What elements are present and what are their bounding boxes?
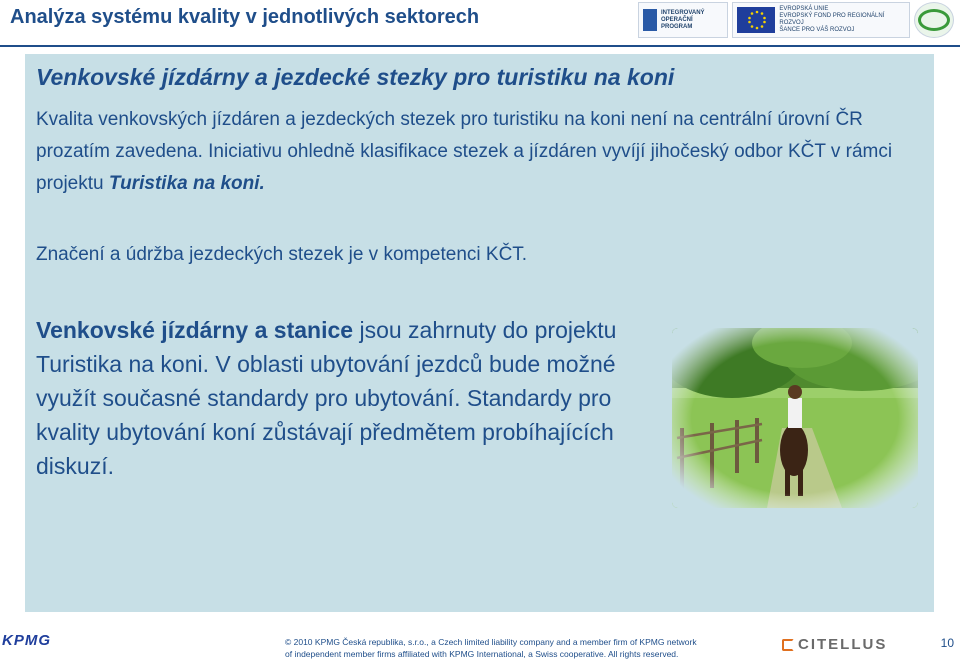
footer-copyright-line-1: © 2010 KPMG Česká republika, s.r.o., a Czech limited liability company and a member firm of KPMG network bbox=[285, 637, 697, 647]
section-heading: Venkovské jízdárny a jezdecké stezky pro turistiku na koni bbox=[36, 64, 675, 90]
header-divider bbox=[0, 45, 960, 47]
page-number: 10 bbox=[940, 636, 954, 650]
paragraph-quality bbox=[36, 104, 906, 200]
eu-logo-line-2: EVROPSKÝ FOND PRO REGIONÁLNÍ ROZVOJ bbox=[779, 13, 885, 26]
footer-copyright bbox=[285, 636, 697, 660]
op-logo-mark-icon bbox=[643, 9, 657, 31]
citellus-mark-icon bbox=[782, 639, 794, 651]
eu-logo-line-3: ŠANCE PRO VÁŠ ROZVOJ bbox=[779, 27, 855, 33]
citellus-logo bbox=[782, 636, 887, 653]
paragraph-marking: Značení a údržba jezdeckých stezek je v kompetenci KČT. bbox=[36, 244, 528, 265]
citellus-wordmark: CITELLUS bbox=[798, 636, 888, 653]
eu-logo bbox=[732, 2, 910, 38]
stations-emphasis: Venkovské jízdárny a stanice bbox=[36, 317, 354, 343]
regional-development-logo bbox=[914, 2, 954, 38]
header-logos bbox=[638, 2, 954, 38]
footer-copyright-line-2: of independent member firms affiliated with KPMG International, a Swiss cooperative. All rights reserved. bbox=[285, 649, 679, 659]
paragraph-stations-text: jsou zahrnuty do projektu Turistika na koni. V oblasti ubytování jezdců bude možné využít současné standardy pro ubytování. Standardy pro kvality ubytování koní zůstávají předmětem probíhajících diskuzí. bbox=[36, 317, 617, 479]
project-name-emphasis: Turistika na koni. bbox=[108, 173, 265, 194]
op-logo-line-3: PROGRAM bbox=[661, 23, 693, 30]
paragraph-quality-text: Kvalita venkovských jízdáren a jezdeckých stezek pro turistiku na koni není na centrální úrovní ČR prozatím zavedena. Iniciativu ohledně klasifikace stezek a jízdáren vyvíjí jihočeský odbor KČT v rámci projektu bbox=[36, 109, 893, 194]
horse-rider-photo bbox=[672, 328, 918, 508]
slide-title: Analýza systému kvality v jednotlivých sektorech bbox=[10, 6, 480, 28]
op-logo-line-2: OPERAČNÍ bbox=[661, 16, 693, 23]
regional-logo-ring-icon bbox=[918, 9, 950, 31]
op-logo-line-1: INTEGROVANÝ bbox=[661, 9, 705, 16]
eu-flag-icon bbox=[737, 7, 775, 33]
kpmg-logo: KPMG bbox=[2, 632, 51, 649]
eu-logo-line-1: EVROPSKÁ UNIE bbox=[779, 6, 829, 12]
paragraph-stations bbox=[36, 313, 676, 483]
operational-program-logo bbox=[638, 2, 728, 38]
